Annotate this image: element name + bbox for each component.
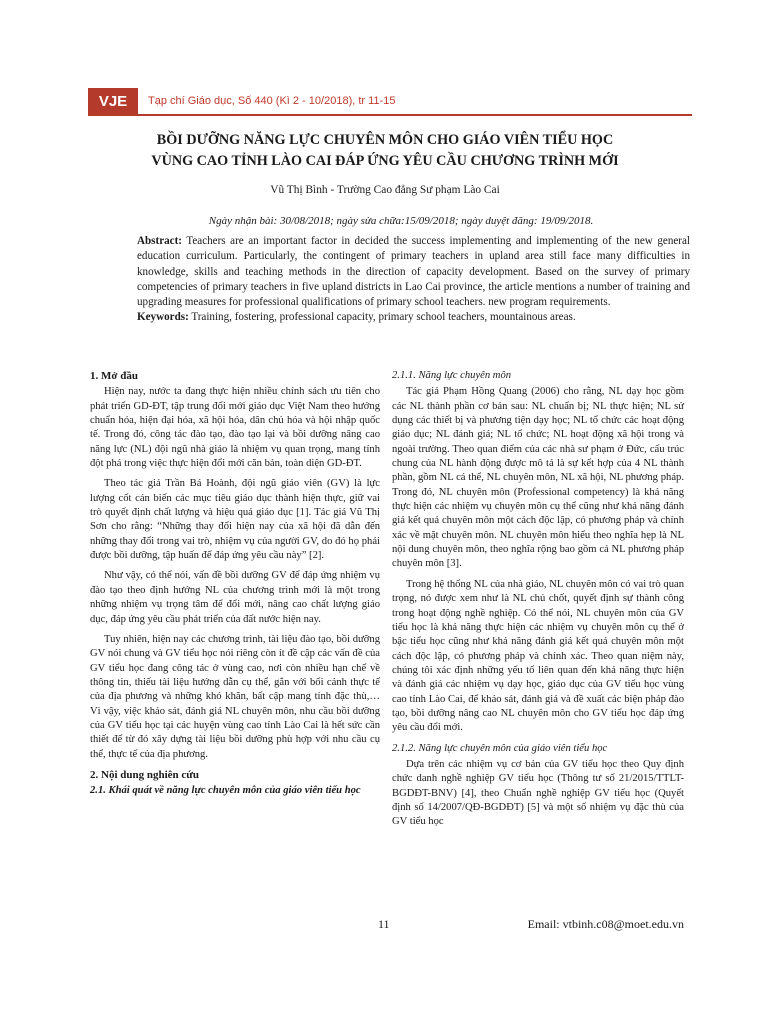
section-heading-content: 2. Nội dung nghiên cứu [90, 768, 199, 781]
body-paragraph: Như vậy, có thể nói, vấn đề bồi dưỡng GV để đáp ứng nhiệm vụ đào tạo theo định hướng NL của chương trình mới là một trong những nhiệm vụ trọng tâm để đổi mới, nâng cao chất lượng giáo dục, đáp ứng yêu cầu phát triển của đất nước hiện nay. [90, 570, 380, 625]
section-heading-intro: 1. Mở đầu [90, 370, 138, 382]
body-paragraph: Hiện nay, nước ta đang thực hiện nhiều chính sách ưu tiên cho phát triển GD-ĐT, tập trung đổi mới giáo dục Việt Nam theo hướng chuẩn hóa, hiện đại hóa, xã hội hóa, dân chủ hóa và hội nhập quốc tế. Trong đó, công tác đào tạo, đào tạo lại và bồi dưỡng nâng cao năng lực (NL) đội ngũ nhà giáo là nhiệm vụ quan trọng, mang tính đột phá trong việc thực hiện đổi mới căn bản, toàn diện GD-ĐT. [90, 386, 380, 470]
abstract-label: Abstract: [137, 235, 182, 247]
journal-header [88, 88, 395, 114]
abstract-block [137, 234, 690, 326]
abstract [137, 234, 690, 310]
journal-citation: Tạp chí Giáo dục, Số 440 (Kì 2 - 10/2018), tr 11-15 [148, 95, 396, 107]
article-title [100, 130, 670, 172]
body-paragraph: Tác giả Phạm Hồng Quang (2006) cho rằng, NL dạy học gồm các NL thành phần cơ bản sau: NL chuẩn bị; NL thực hiện; NL sử dụng các thiết bị và phương tiện dạy học; NL tổ chức các hoạt động giáo dục; NL đánh giá; NL tổ chức; NL hoạt động xã hội trong và ngoài trường. Theo quan điểm của các nhà sư phạm ở Đức, cấu trúc chung của NL hành động được mô tả là sự kết hợp của 4 NL thành phần, gồm NL cá thể, NL chuyên môn, NL xã hội, NL phương pháp. Trong đó, NL chuyên môn (Professional competency) là khả năng thực hiện các nhiệm vụ chuyên môn cụ thể cũng như khả năng đánh giá kết quả chuyên môn một cách độc lập, có phương pháp và chính xác về mặt chuyên môn. NL chuyên môn hiểu theo nghĩa hẹp là NL nội dung chuyên môn, theo nghĩa rộng bao gồm cả NL phương pháp chuyên môn [3]. [392, 386, 684, 570]
subsection-heading-2-1-1: 2.1.1. Năng lực chuyên môn [392, 370, 512, 381]
body-paragraph: Trong hệ thống NL của nhà giáo, NL chuyên môn có vai trò quan trọng, nó được xem như là NL chủ chốt, quyết định sự thành công trong hoạt động nghề nghiệp. Có thể nói, NL chuyên môn của GV tiểu học là khả năng thực hiện các nhiệm vụ chuyên môn cụ thể ở bậc tiểu học cũng như khả năng đánh giá kết quả chuyên môn một cách độc lập, có phương pháp và chính xác. Theo quan niệm này, chúng tôi xác định những yếu tố liên quan đến khả năng thực hiện và đánh giá các nhiệm vụ dạy học, giáo dục của GV tiểu học vùng cao tỉnh Lào Cai, để khảo sát, đánh giá và đề xuất các biện pháp đào tạo, bồi dưỡng nâng cao NL chuyên môn cho GV tiểu học đáp ứng yêu cầu đổi mới. [392, 578, 684, 734]
subsection-heading-2-1: 2.1. Khái quát về năng lực chuyên môn của giáo viên tiểu học [90, 785, 361, 797]
subsection-heading-2-1-2: 2.1.2. Năng lực chuyên môn của giáo viên tiểu học [392, 742, 608, 754]
left-column [90, 369, 380, 801]
title-line-2: VÙNG CAO TỈNH LÀO CAI ĐÁP ỨNG YÊU CẦU CHƯƠNG TRÌNH MỚI [151, 153, 619, 169]
page-footer [90, 917, 684, 937]
journal-logo: VJE [88, 88, 138, 114]
author-email: Email: vtbinh.c08@moet.edu.vn [527, 917, 684, 931]
author-line: Vũ Thị Bình - Trường Cao đẳng Sư phạm Lào Cai [270, 184, 500, 196]
keywords-text: Training, fostering, professional capacity, primary school teachers, mountainous areas. [191, 311, 576, 324]
header-rule [88, 114, 692, 116]
article-dates: Ngày nhận bài: 30/08/2018; ngày sửa chữa:15/09/2018; ngày duyệt đăng: 19/09/2018. [208, 215, 594, 227]
keywords [137, 310, 690, 325]
body-paragraph: Theo tác giả Trần Bá Hoành, đội ngũ giáo viên (GV) là lực lượng cốt cán biến các mục tiêu giáo dục thành hiện thực, giữ vai trò quyết định chất lượng và hiệu quả giáo dục [1]. Tác giả Vũ Thị Sơn cho rằng: “Những thay đổi hiện nay của xã hội đã dẫn đến những thay đổi trong vai trò, nhiệm vụ của người GV, do đó họ phải được bồi dưỡng, tập huấn để đáp ứng yêu cầu này” [2]. [90, 478, 380, 562]
body-paragraph: Tuy nhiên, hiện nay các chương trình, tài liệu đào tạo, bồi dưỡng GV nói chung và GV tiểu học nói riêng còn ít đề cập các vấn đề của GV tiểu học đang công tác ở vùng cao, nơi còn nhiều hạn chế về thông tin, thiếu tài liệu hướng dẫn cụ thể, gắn với bối cảnh thực tế của địa phương và những khó khăn, bất cập mang tính đặc thù,… Vì vậy, việc khảo sát, đánh giá NL chuyên môn, nhu cầu bồi dưỡng của GV tiểu học tại các huyện vùng cao tỉnh Lào Cai là hết sức cần thiết để từ đó xây dựng tài liệu bồi dưỡng phù hợp với nhu cầu cụ thể, thực tế của địa phương. [90, 633, 380, 760]
keywords-label: Keywords: [137, 311, 189, 324]
body-paragraph: Dựa trên các nhiệm vụ cơ bản của GV tiểu học theo Quy định chức danh nghề nghiệp GV tiểu học (Thông tư số 21/2015/TTLT-BGDĐT-BNV) [4], theo Chuẩn nghề nghiệp GV tiểu học (Quyết định số 14/2007/QĐ-BGDĐT) [5] và một số nhiệm vụ đặc thù của GV tiểu học [392, 758, 684, 828]
page-number: 11 [378, 917, 390, 931]
right-column [392, 369, 684, 836]
title-line-1: BỒI DƯỠNG NĂNG LỰC CHUYÊN MÔN CHO GIÁO VIÊN TIỂU HỌC [156, 132, 614, 148]
abstract-text: Teachers are an important factor in decided the success implementing and implementing of the new general education curriculum. Particularly, the contingent of primary teachers in upland area still face many difficulties in knowledge, skills and teaching methods in the direction of capacity development. Based on the survey of primary competencies of primary teachers in five upland districts in Lao Cai province, the article mentions a number of training and upgrading measures for professional qualifications of primary school teachers. new program requirements. [137, 235, 691, 309]
